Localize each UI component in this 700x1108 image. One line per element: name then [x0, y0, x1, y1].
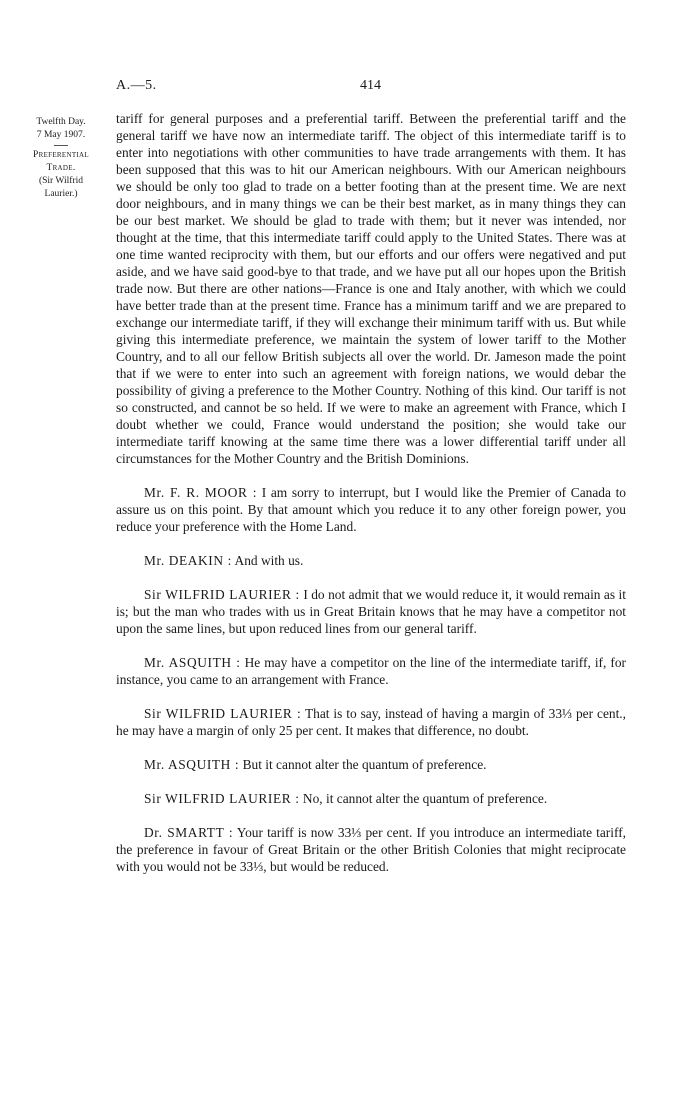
speech-paragraph	[116, 790, 626, 807]
speech-text: But it cannot alter the quantum of preference.	[242, 757, 487, 772]
speech-text: No, it cannot alter the quantum of preference.	[302, 791, 548, 806]
speech-paragraph	[116, 756, 626, 773]
main-text	[116, 110, 626, 875]
margin-note-speaker-line2: Laurier.)	[44, 189, 78, 199]
speech-text: I do not admit that we would reduce it, it would remain as it is; but the man who trades with us in Great Britain knows that he may have a competitor not upon the same lines, but upon reduced lines from our general tariff.	[116, 587, 626, 636]
margin-notes	[16, 116, 106, 201]
speech-paragraph	[116, 552, 626, 569]
speaker-name: Mr. ASQUITH :	[144, 655, 241, 670]
speech-text: I am sorry to interrupt, but I would like the Premier of Canada to assure us on this point. By that amount which you reduce it to any other foreign power, you reduce your preference with the Home Land.	[116, 485, 626, 534]
speaker-name: Dr. SMARTT :	[144, 825, 234, 840]
speech-paragraph	[116, 824, 626, 875]
speaker-name: Sir WILFRID LAURIER :	[144, 706, 302, 721]
margin-note-speaker-line1: (Sir Wilfrid	[38, 176, 84, 186]
speech-paragraph	[116, 705, 626, 739]
speech-paragraph	[116, 484, 626, 535]
margin-note-date: 7 May 1907.	[36, 130, 86, 140]
speaker-name: Mr. F. R. MOOR :	[144, 485, 258, 500]
margin-note-divider	[54, 145, 68, 146]
speech-text: That is to say, instead of having a margin of 33⅓ per cent., he may have a margin of only 25 per cent. It makes that difference, no doubt.	[116, 706, 627, 738]
speaker-name: Mr. ASQUITH :	[144, 757, 240, 772]
speaker-name: Sir WILFRID LAURIER :	[144, 587, 300, 602]
margin-note-topic-line1: Preferential	[33, 150, 89, 160]
lead-paragraph: tariff for general purposes and a preferential tariff. Between the preferential tariff and the general tariff we have now an intermediate tariff. The object of this intermediate tariff is to enter into negotiations with other communities to have trade arrangements with them. It has been supposed that this was to hit our American neighbours. With our American neighbours we should be only too glad to trade on a better footing than at the present time. We are next door neighbours, and in many things we can be their best market, as in many things they can be our best market. We should be glad to trade with them; but it never was intended, nor thought at the time, that this intermediate tariff could apply to the United States. There was at one time wanted reciprocity with them, but our efforts and our offers were negatived and put aside, and we have said good-bye to that trade, and we have put all our hopes upon the British trade now. But there are other nations—France is one and Italy another, with which we could have better trade than at the present time. France has a minimum tariff and we are prepared to exchange our intermediate tariff, if they will exchange their minimum tariff with us. But while giving this intermediate preference, we maintain the system of lower tariff to the Mother Country, and to all our fellow British subjects all over the world. Dr. Jameson made the point that if we were to enter into such an agreement with foreign nations, we would debar the possibility of giving a preference to the Mother Country. Nothing of this kind. Our tariff is not so constructed, and cannot be so held. If we were to make an agreement with France, which I doubt whether we could, France would understand the position; she would take our intermediate tariff knowing at the same time there was a lower differential tariff under all circumstances for the Mother Country and the British Dominions.	[116, 111, 626, 466]
speaker-name: Mr. DEAKIN :	[144, 553, 232, 568]
speech-paragraph	[116, 586, 626, 637]
margin-note-topic-line2: Trade.	[46, 163, 76, 173]
speech-paragraph	[116, 654, 626, 688]
speech-text: He may have a competitor on the line of the intermediate tariff, if, for instance, you came to an arrangement with France.	[116, 655, 626, 687]
speech-text: Your tariff is now 33⅓ per cent. If you introduce an intermediate tariff, the preference in favour of Great Britain or the other British Colonies that might reciprocate with you would not be 33⅓, but would be reduced.	[116, 825, 626, 874]
page-number: 414	[360, 78, 381, 93]
speech-text: And with us.	[234, 553, 304, 568]
margin-note-day: Twelfth Day.	[36, 117, 86, 127]
sessional-paper-number: A.—5.	[116, 78, 157, 93]
speaker-name: Sir WILFRID LAURIER :	[144, 791, 300, 806]
